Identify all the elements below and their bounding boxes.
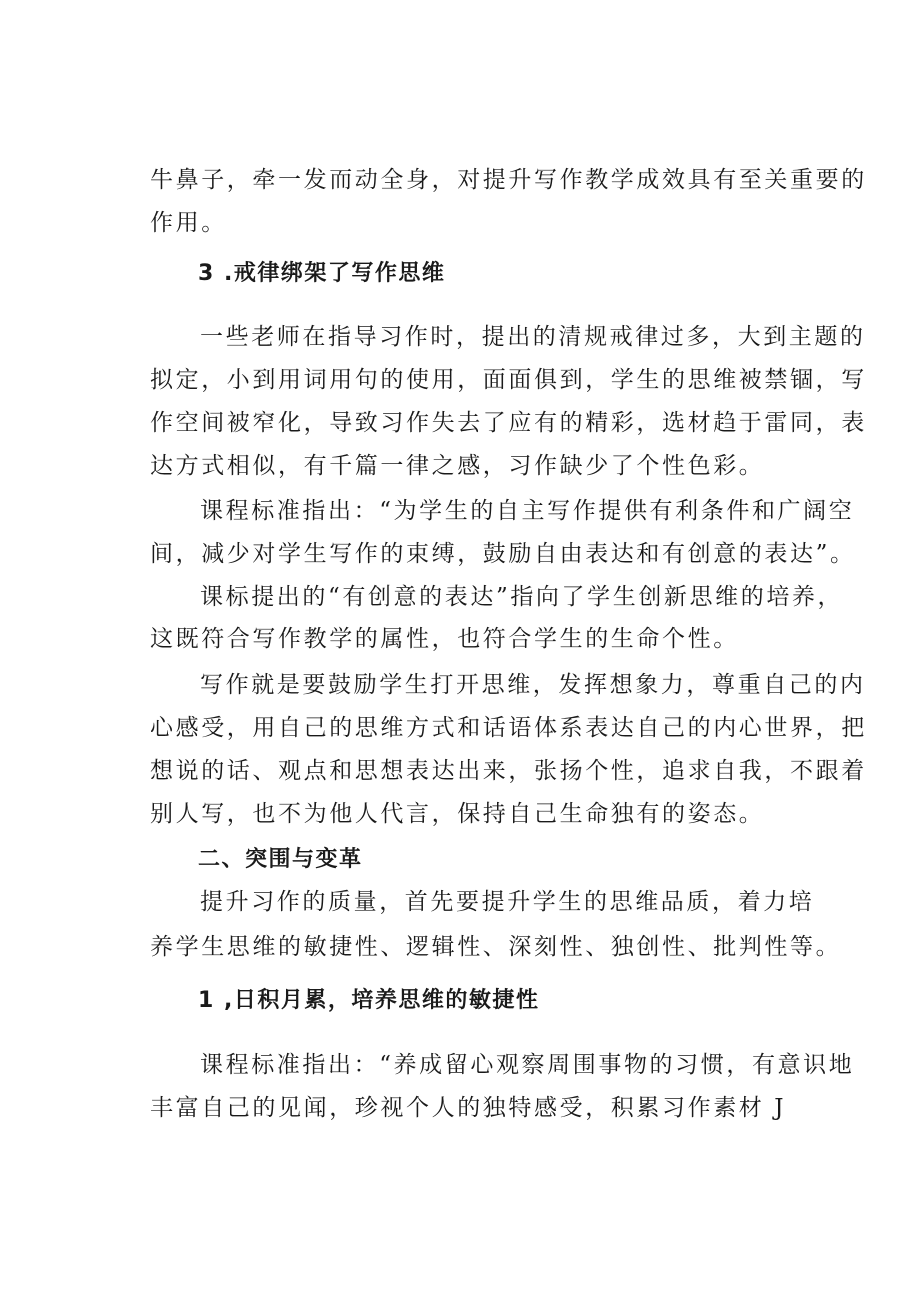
paragraph-line: 心感受，用自己的思维方式和话语体系表达自己的内心世界，把 bbox=[150, 715, 867, 741]
paragraph-line: 课标提出的“有创意的表达”指向了学生创新思维的培养， bbox=[200, 584, 844, 610]
paragraph-line: 提升习作的质量，首先要提升学生的思维品质，着力培 bbox=[200, 889, 815, 915]
paragraph-line: 间，减少对学生写作的束缚，鼓励自由表达和有创意的表达”。 bbox=[150, 541, 856, 567]
section-heading: 二、突围与变革 bbox=[198, 847, 363, 872]
paragraph-line: 作空间被窄化，导致习作失去了应有的精彩，选材趋于雷同，表 bbox=[150, 410, 867, 436]
paragraph-line: 写作就是要鼓励学生打开思维，发挥想象力，尊重自己的内 bbox=[200, 672, 866, 698]
paragraph-line: 养学生思维的敏捷性、逻辑性、深刻性、独创性、批判性等。 bbox=[150, 934, 842, 960]
paragraph-line: 别人写，也不为他人代言，保持自己生命独有的姿态。 bbox=[150, 801, 765, 827]
paragraph-line: 这既符合写作教学的属性，也符合学生的生命个性。 bbox=[150, 626, 739, 652]
paragraph-line: 想说的话、观点和思想表达出来，张扬个性，追求自我，不跟着 bbox=[150, 758, 867, 784]
paragraph-line: 作用。 bbox=[150, 210, 227, 236]
paragraph-line: 一些老师在指导习作时，提出的清规戒律过多，大到主题的 bbox=[200, 324, 866, 350]
paragraph-line: 拟定，小到用词用句的使用，面面俱到，学生的思维被禁锢，写 bbox=[150, 367, 867, 393]
paragraph-line: 丰富自己的见闻，珍视个人的独特感受，积累习作素材 J bbox=[150, 1095, 787, 1121]
paragraph-line: 课程标准指出：“养成留心观察周围事物的习惯，有意识地 bbox=[200, 1052, 855, 1078]
paragraph-line: 牛鼻子，牵一发而动全身，对提升写作教学成效具有至关重要的 bbox=[150, 167, 867, 193]
paragraph-line: 课程标准指出：“为学生的自主写作提供有利条件和广阔空 bbox=[200, 498, 855, 524]
paragraph-line: 达方式相似，有千篇一律之感，习作缺少了个性色彩。 bbox=[150, 453, 765, 479]
section-heading: 3 .戒律绑架了写作思维 bbox=[198, 261, 446, 286]
subsection-heading: 1 ,日积月累，培养思维的敏捷性 bbox=[198, 988, 540, 1013]
